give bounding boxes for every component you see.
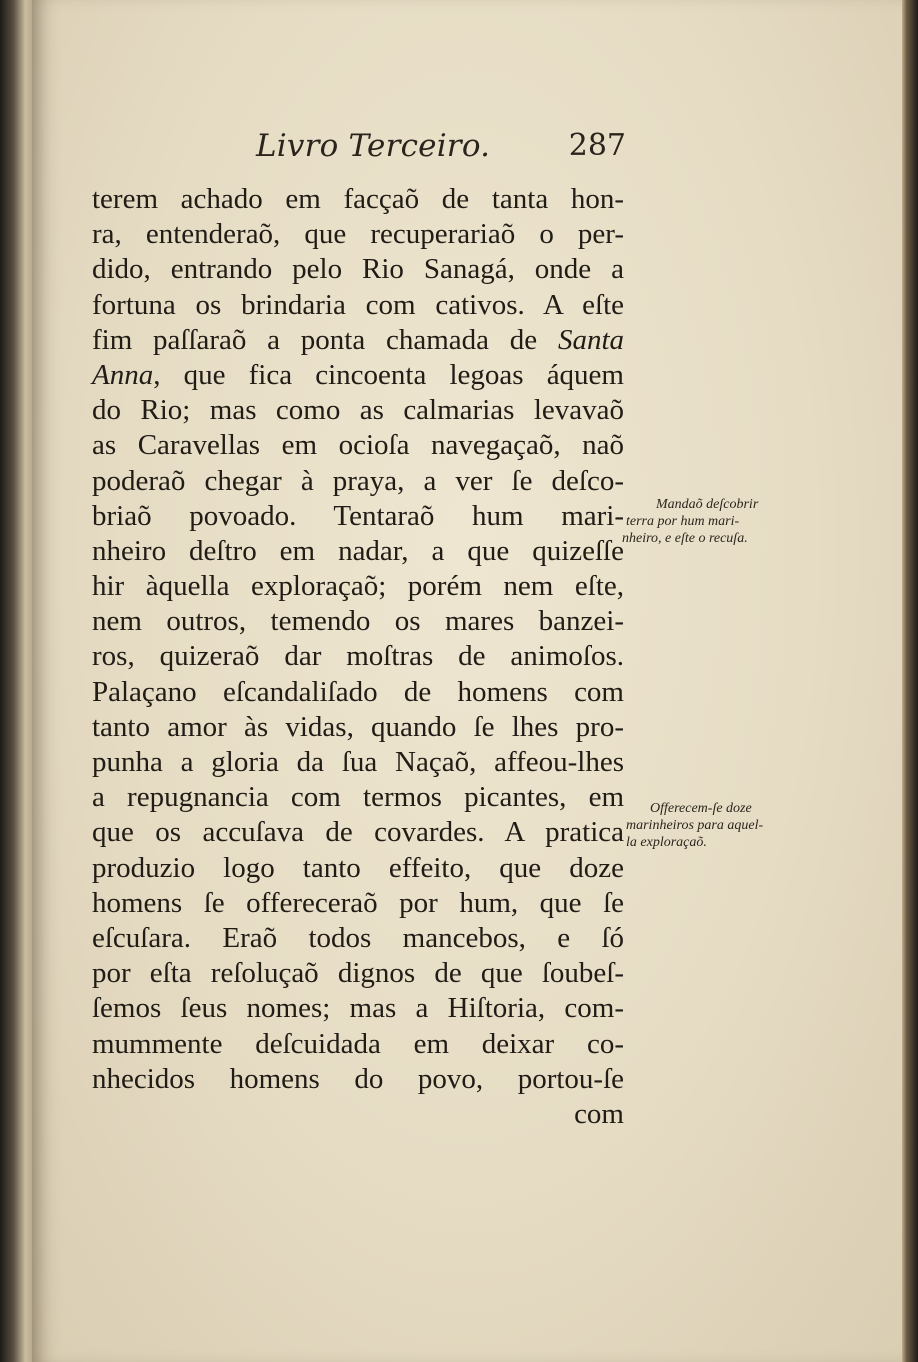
running-title: Livro Terceiro. bbox=[256, 128, 491, 164]
italic-word: Anna bbox=[92, 358, 154, 391]
text-line: tanto amor às vidas, quando ſe lhes pro- bbox=[92, 710, 624, 743]
text-line bbox=[92, 323, 624, 358]
text-line: nem outros, temendo os mares banzei- bbox=[92, 605, 624, 638]
text-line: produzio logo tanto effeito, que doze bbox=[92, 851, 624, 884]
text-line: hir àquella exploraçaõ; porém nem eſte, bbox=[92, 570, 624, 603]
text-line: briaõ povoado. Tentaraõ hum mari- bbox=[92, 499, 624, 532]
text-line: nhecidos homens do povo, portou-ſe bbox=[92, 1062, 624, 1095]
margin-note-line: marinheiros para aquel- bbox=[626, 818, 764, 833]
left-page-fold bbox=[0, 0, 34, 1362]
text-fragment: fim paſſaraõ a ponta chamada de bbox=[92, 323, 538, 356]
text-line: homens ſe offereceraõ por hum, que ſe bbox=[92, 886, 624, 919]
page-header bbox=[96, 128, 626, 172]
text-line: por eſta reſoluçaõ dignos de que ſoubeſ- bbox=[92, 957, 624, 990]
margin-note bbox=[622, 496, 812, 547]
text-line: as Caravellas em ocioſa navegaçaõ, naõ bbox=[92, 429, 624, 462]
text-line: Palaçano eſcandaliſado de homens com bbox=[92, 675, 624, 708]
margin-note bbox=[626, 800, 816, 851]
margin-note-line: la exploraçaõ. bbox=[626, 835, 707, 850]
text-line: ſemos ſeus nomes; mas a Hiſtoria, com- bbox=[92, 992, 624, 1025]
text-line: poderaõ chegar à praya, a ver ſe deſco- bbox=[92, 464, 624, 497]
margin-note-line: terra por hum mari- bbox=[626, 514, 740, 529]
right-page-edge bbox=[902, 0, 918, 1362]
text-line: ros, quizeraõ dar moſtras de animoſos. bbox=[92, 640, 624, 673]
text-line: terem achado em facçaõ de tanta hon- bbox=[92, 183, 624, 215]
text-line bbox=[92, 358, 624, 393]
text-line: nheiro deſtro em nadar, a que quizeſſe bbox=[92, 534, 624, 567]
text-line: punha a gloria da ſua Naçaõ, affeou-lhes bbox=[92, 746, 624, 778]
text-line: fortuna os brindaria com cativos. A eſte bbox=[92, 288, 624, 321]
margin-note-line: Mandaõ deſcobrir bbox=[656, 497, 759, 512]
text-line: eſcuſara. Eraõ todos mancebos, e ſó bbox=[92, 921, 624, 954]
catchword: com bbox=[574, 1097, 624, 1130]
text-line: a repugnancia com termos picantes, em bbox=[92, 781, 624, 814]
text-line: que os accuſava de covardes. A pratica bbox=[92, 816, 624, 849]
italic-word: Santa bbox=[557, 323, 625, 356]
text-line: ra, entenderaõ, que recuperariaõ o per- bbox=[92, 218, 624, 251]
page-number: 287 bbox=[568, 128, 626, 163]
text-fragment: , que fica cincoenta legoas áquem bbox=[153, 358, 624, 391]
text-line: mummente deſcuidada em deixar co- bbox=[92, 1027, 624, 1060]
text-line: do Rio; mas como as calmarias levavaõ bbox=[92, 394, 624, 427]
margin-note-line: Offerecem-ſe doze bbox=[650, 801, 752, 816]
body-text bbox=[92, 182, 624, 1132]
text-line: dido, entrando pelo Rio Sanagá, onde a bbox=[92, 253, 624, 286]
margin-note-line: nheiro, e eſte o recuſa. bbox=[622, 531, 748, 546]
